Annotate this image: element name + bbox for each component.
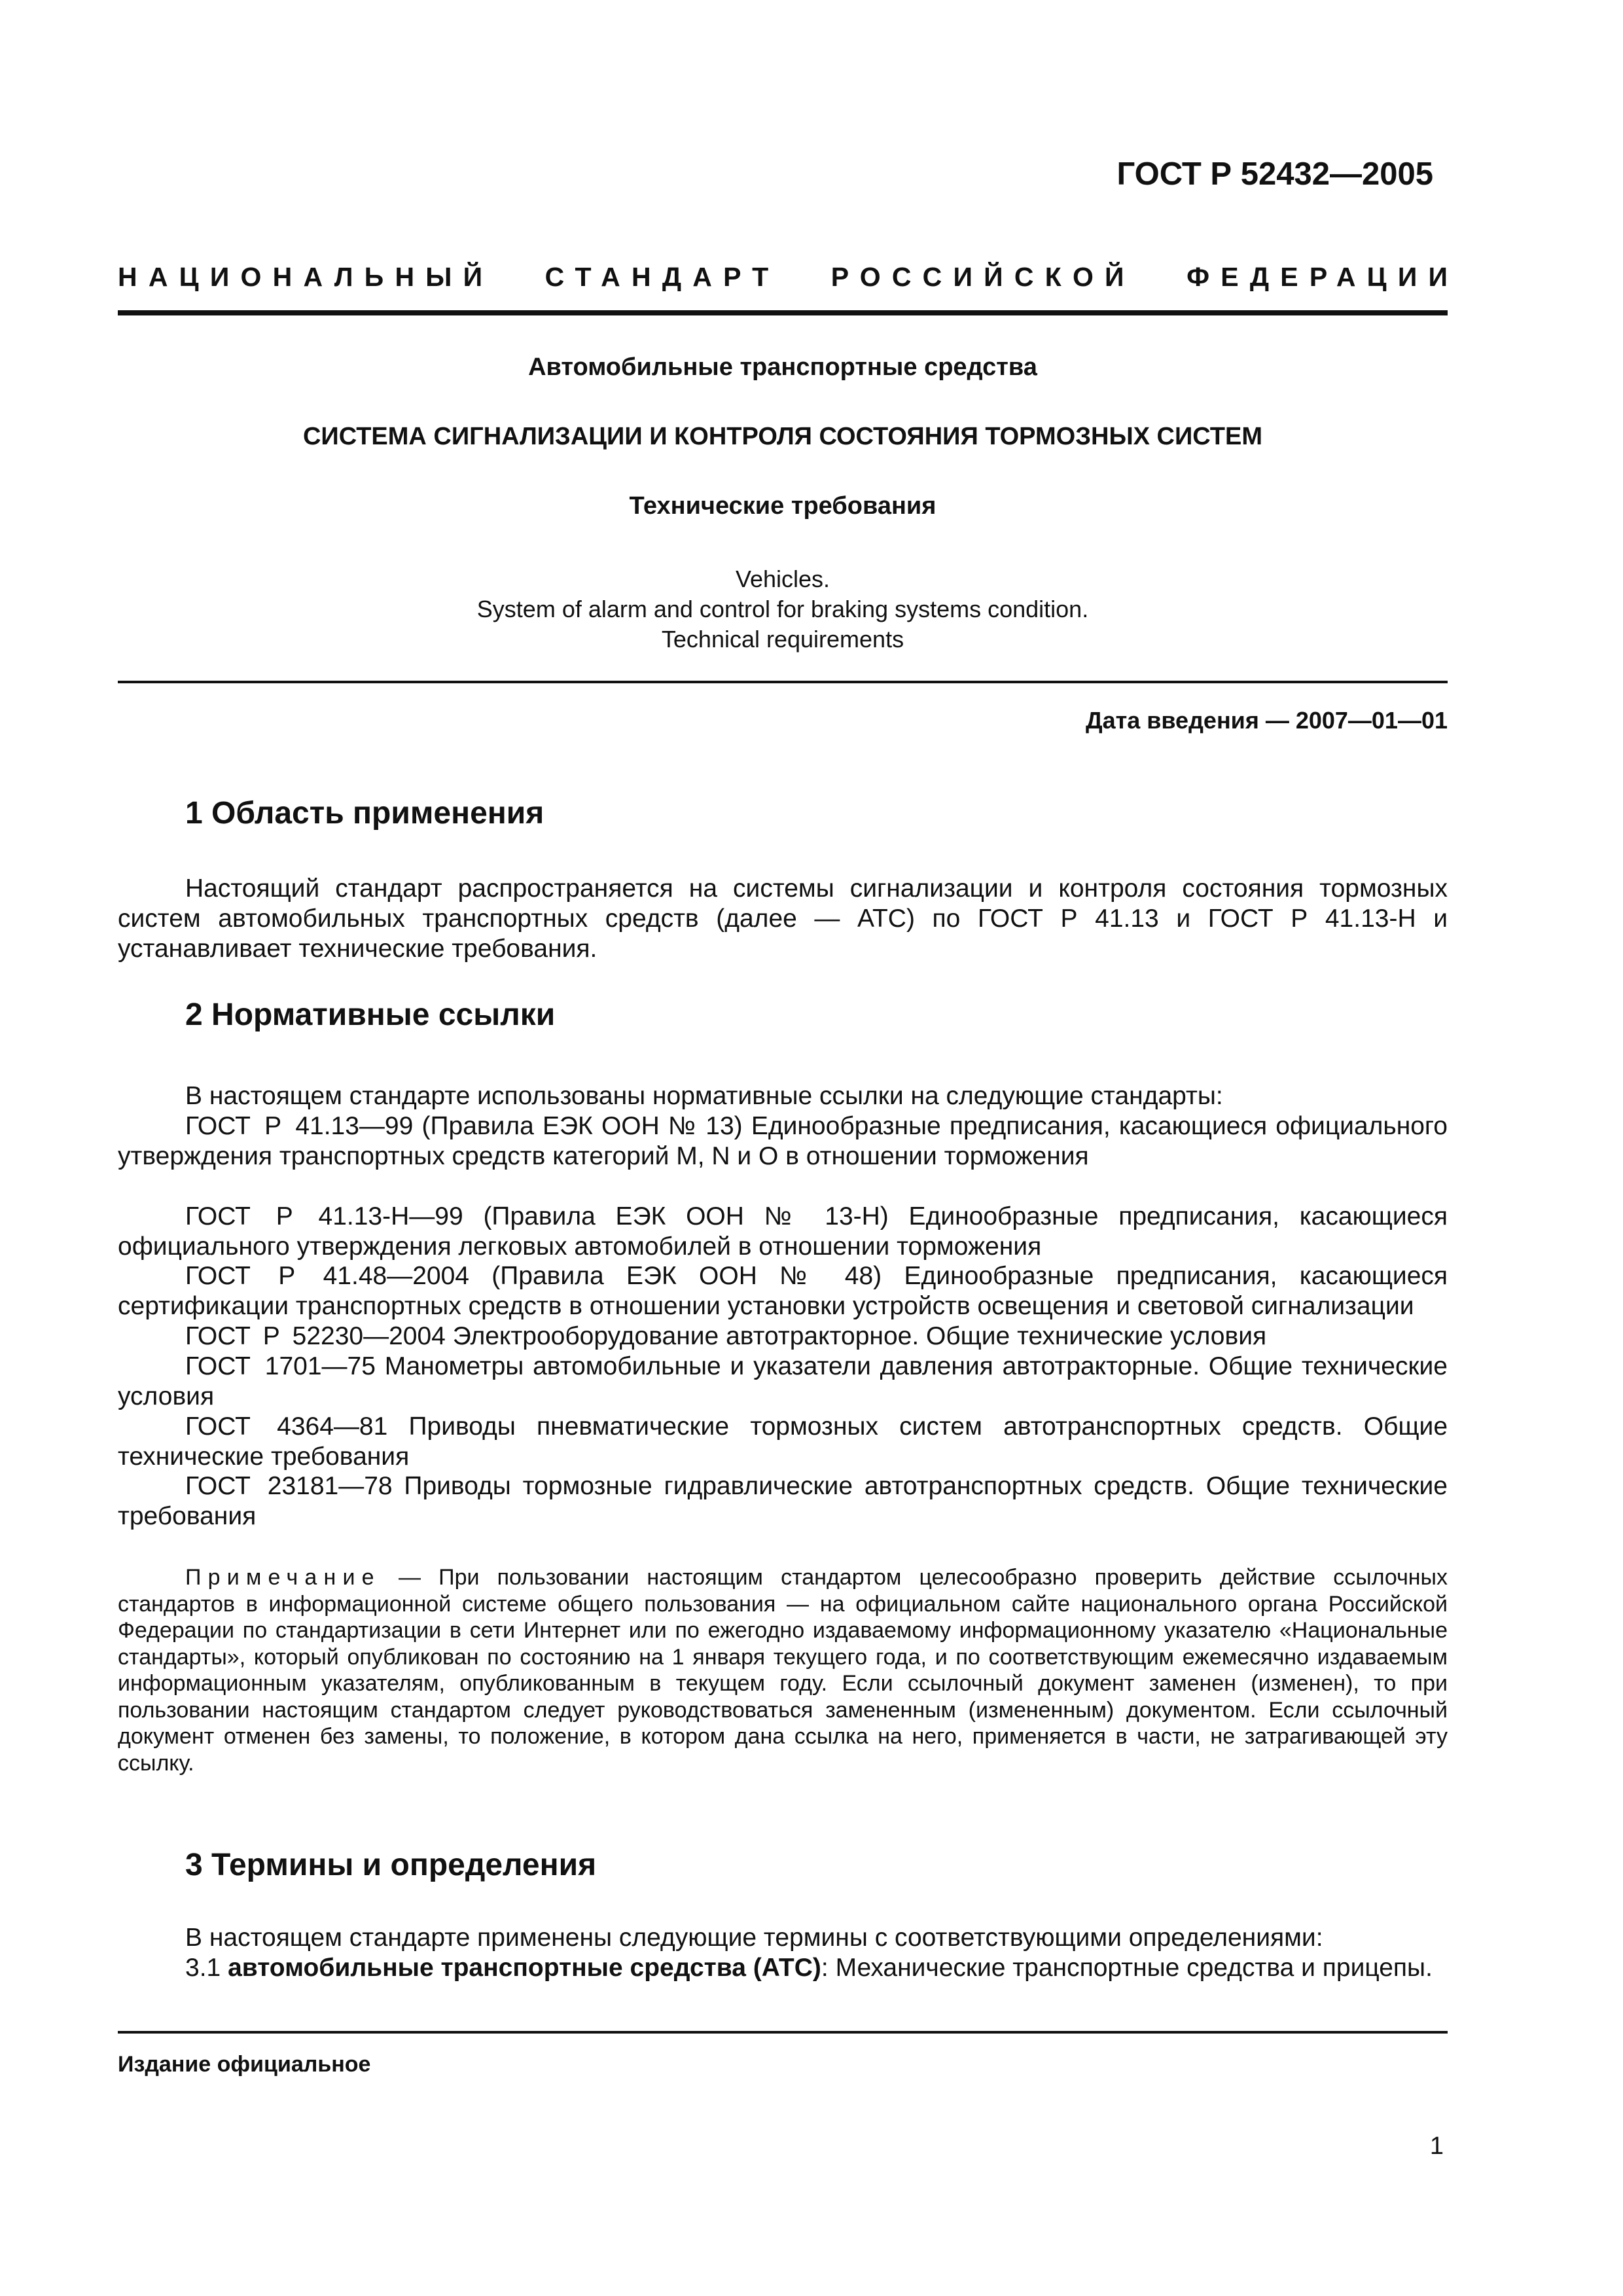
reference-item bbox=[118, 1412, 1448, 1472]
references-note bbox=[118, 1564, 1448, 1776]
reference-text: Приводы пневматические тормозных систем автотранспортных средств. Общие технические требования bbox=[118, 1412, 1448, 1471]
page-number: 1 bbox=[1429, 2132, 1444, 2160]
reference-code: ГОСТ Р 41.13—99 bbox=[185, 1112, 414, 1140]
national-standard-header bbox=[118, 262, 1459, 293]
reference-code: ГОСТ Р 41.48—2004 bbox=[185, 1262, 469, 1290]
reference-code: ГОСТ 4364—81 bbox=[185, 1412, 388, 1441]
header-word: РОССИЙСКОЙ bbox=[830, 262, 1135, 292]
term-number: 3.1 bbox=[185, 1954, 221, 1982]
english-title-line: Vehicles. bbox=[735, 565, 830, 592]
reference-code: ГОСТ 1701—75 bbox=[185, 1352, 376, 1380]
document-code: ГОСТ Р 52432—2005 bbox=[1116, 156, 1433, 192]
document-subtitle: Автомобильные транспортные средства bbox=[528, 353, 1037, 381]
introduction-date: Дата введения — 2007—01—01 bbox=[1085, 707, 1448, 734]
reference-item bbox=[118, 1261, 1448, 1321]
header-word: ФЕДЕРАЦИИ bbox=[1186, 262, 1459, 292]
english-title-line: System of alarm and control for braking systems condition. bbox=[476, 596, 1089, 622]
term-name: автомобильные транспортные средства (АТС) bbox=[228, 1954, 821, 1982]
note-text: — При пользовании настоящим стандартом целесообразно проверить действие ссылочных стандартов в информационной системе общего пользования — на официальном сайте национального органа Российской Федерации по стандартизации в сети Интернет или по ежегодно издаваемому информационному указателю «Национальные стандарты», который опубликован по состоянию на 1 января текущего года, и по соответствующим ежемесячно издаваемым информационным указателям, опубликованным в текущем году. Если ссылочный документ заменен (изменен), то при пользовании настоящим стандартом следует руководствоваться замененным (измененным) документом. Если ссылочный документ отменен без замены, то положение, в котором дана ссылка на него, применяется в части, не затрагивающей эту ссылку. bbox=[118, 1565, 1448, 1776]
reference-text: (Правила ЕЭК ООН № 13) Единообразные предписания, касающиеся официального утверждения транспортных средств категорий M, N и O в отношении торможения bbox=[118, 1112, 1448, 1170]
note-label: Примечание bbox=[185, 1565, 381, 1590]
terms-intro: В настоящем стандарте применены следующие термины с соответствующими определениями: bbox=[185, 1924, 1323, 1952]
reference-code: ГОСТ 23181—78 bbox=[185, 1472, 393, 1500]
reference-text: (Правила ЕЭК ООН № 48) Единообразные предписания, касающиеся сертификации транспортных средств в отношении установки устройств освещения и световой сигнализации bbox=[118, 1262, 1448, 1320]
header-rule bbox=[118, 310, 1448, 315]
term-definition bbox=[118, 1953, 1448, 1983]
footer-rule bbox=[118, 2031, 1448, 2034]
reference-item bbox=[118, 1471, 1448, 1532]
reference-text: (Правила ЕЭК ООН № 13-Н) Единообразные предписания, касающиеся официального утверждения легковых автомобилей в отношении торможения bbox=[118, 1202, 1448, 1261]
reference-code: ГОСТ Р 52230—2004 bbox=[185, 1322, 446, 1350]
document-subtitle-2: Технические требования bbox=[629, 492, 936, 520]
section-heading-scope: 1 Область применения bbox=[185, 796, 544, 831]
reference-item bbox=[118, 1352, 1448, 1412]
reference-text: Электрооборудование автотракторное. Общие технические условия bbox=[452, 1322, 1267, 1350]
scope-paragraph: Настоящий стандарт распространяется на системы сигнализации и контроля состояния тормозных систем автомобильных транспортных средств (далее — АТС) по ГОСТ Р 41.13 и ГОСТ Р 41.13-Н и устанавливает технические требования. bbox=[118, 874, 1448, 963]
header-word: СТАНДАРТ bbox=[544, 262, 780, 292]
section-heading-references: 2 Нормативные ссылки bbox=[185, 997, 556, 1032]
section-heading-terms: 3 Термины и определения bbox=[185, 1848, 597, 1882]
header-word: НАЦИОНАЛЬНЫЙ bbox=[118, 262, 494, 292]
document-title: СИСТЕМА СИГНАЛИЗАЦИИ И КОНТРОЛЯ СОСТОЯНИЯ ТОРМОЗНЫХ СИСТЕМ bbox=[302, 423, 1263, 450]
reference-text: Приводы тормозные гидравлические автотранспортных средств. Общие технические требования bbox=[118, 1472, 1448, 1530]
term-text: : Механические транспортные средства и прицепы. bbox=[821, 1954, 1433, 1982]
title-rule bbox=[118, 681, 1448, 683]
reference-item bbox=[118, 1321, 1448, 1352]
english-title-line: Technical requirements bbox=[661, 626, 904, 653]
official-edition-label: Издание официальное bbox=[118, 2052, 371, 2077]
reference-item bbox=[118, 1111, 1448, 1172]
reference-text: Манометры автомобильные и указатели давления автотракторные. Общие технические условия bbox=[118, 1352, 1448, 1410]
reference-code: ГОСТ Р 41.13-Н—99 bbox=[185, 1202, 463, 1230]
reference-item bbox=[118, 1202, 1448, 1262]
references-intro: В настоящем стандарте использованы нормативные ссылки на следующие стандарты: bbox=[185, 1082, 1223, 1110]
